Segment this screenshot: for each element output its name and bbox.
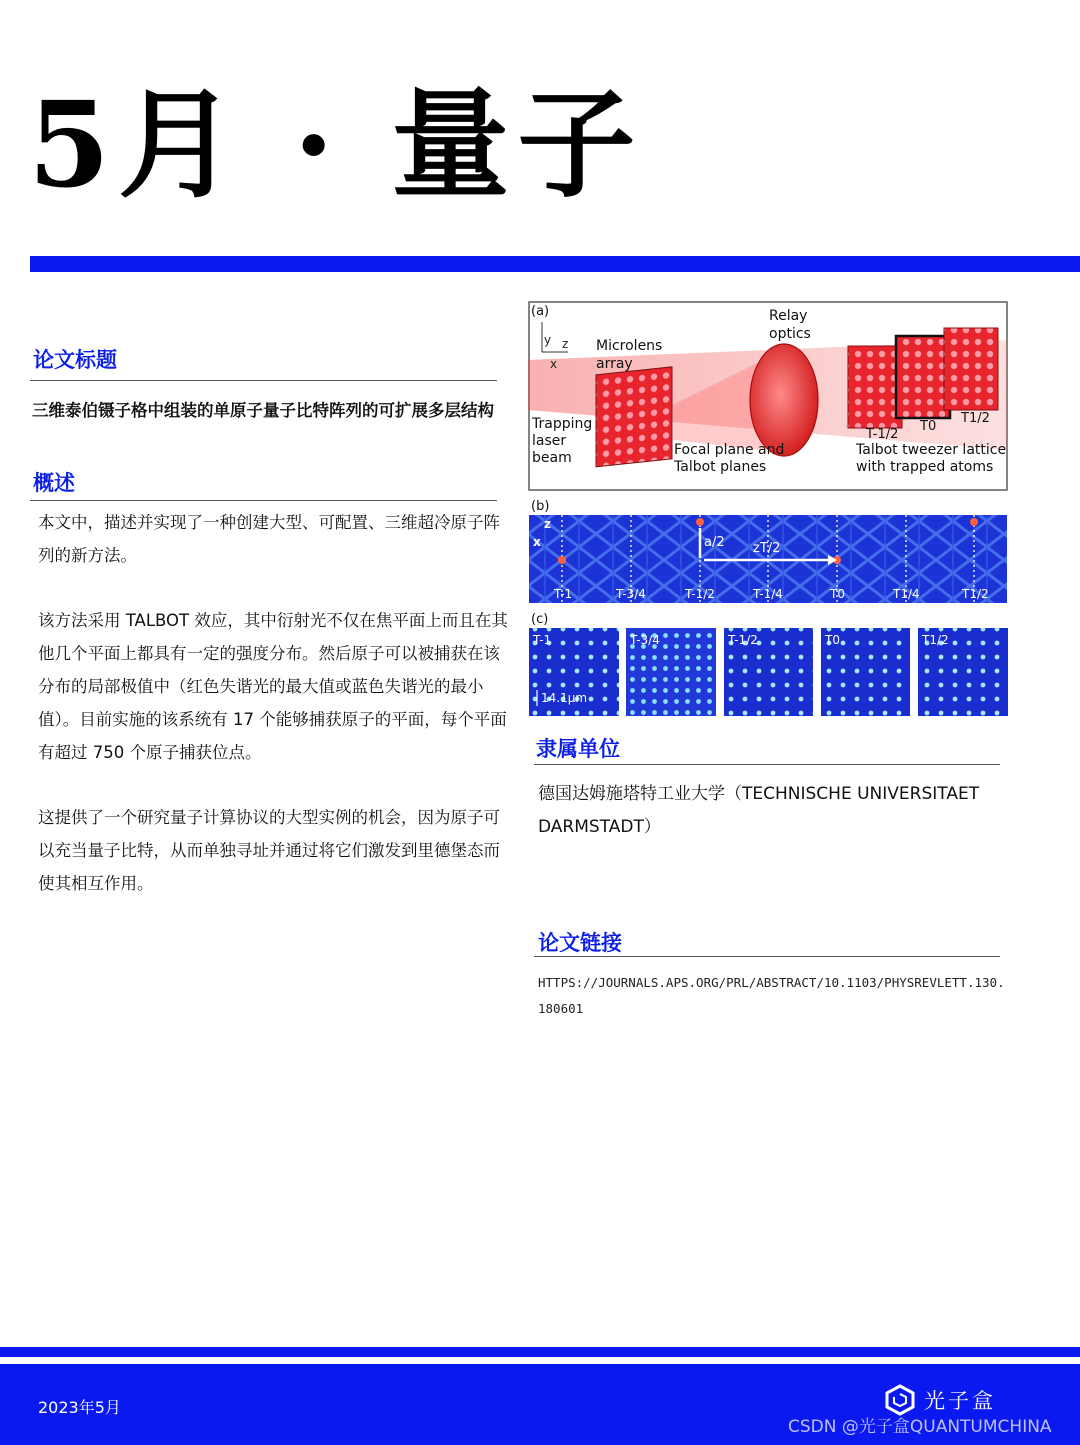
zt-half-label: zT/2: [753, 541, 781, 556]
paper-title-rule: [30, 380, 497, 381]
lattice-plane-zero: [896, 336, 950, 418]
relay-label-1: Relay: [769, 308, 808, 324]
c-panel-label: T-3/4: [630, 633, 660, 647]
panel-c-label: (c): [531, 612, 549, 627]
t-minus-half-label: T-1/2: [866, 427, 899, 442]
header-divider-bar: [30, 256, 1080, 272]
plane-label: T-1/4: [753, 587, 783, 601]
t-zero-label: T0: [920, 419, 937, 434]
affiliation-heading: 隶属单位: [536, 737, 620, 761]
t-half-label: T1/2: [961, 411, 990, 426]
trap-spot: [970, 518, 978, 526]
affiliation-text: 德国达姆施塔特工业大学（TECHNISCHE UNIVERSITAET DARMSTADT）: [538, 784, 980, 837]
microlens-label-2: array: [596, 356, 633, 372]
c-panel-label: T-1/2: [728, 633, 758, 647]
a-half-label: a/2: [704, 535, 725, 550]
scale-label: 14.1μm: [541, 691, 588, 705]
plane-label: T-1: [554, 587, 573, 601]
footer-divider-bar: [0, 1347, 1080, 1357]
page-title: 5月 · 量子: [28, 75, 644, 214]
c-panel-label: T-1: [533, 633, 552, 647]
lattice-label-1: Talbot tweezer lattice: [856, 442, 1007, 458]
affiliation-rule: [534, 764, 1000, 765]
plane-label: T1/4: [893, 587, 920, 601]
watermark: CSDN @光子盒QUANTUMCHINA: [788, 1417, 1052, 1437]
focal-label-1: Focal plane and: [674, 442, 785, 458]
lattice-plane-minus-half: [848, 346, 902, 428]
axis-z-label: z: [562, 337, 569, 351]
summary-paragraph: 这提供了一个研究量子计算协议的大型实例的机会，因为原子可以充当量子比特，从而单独寻址并通过将它们激发到里德堡态而使其相互作用。: [38, 808, 500, 893]
panel-a-label: (a): [531, 304, 550, 319]
trapping-label-1: Trapping: [532, 416, 593, 432]
trapping-label-2: laser: [532, 433, 567, 449]
paper-link[interactable]: HTTPS://JOURNALS.APS.ORG/PRL/ABSTRACT/10.1103/PHYSREVLETT.130.180601: [538, 975, 1005, 1016]
link-heading: 论文链接: [538, 931, 622, 955]
microlens-label-1: Microlens: [596, 338, 663, 354]
plane-label: T-1/2: [685, 587, 715, 601]
microlens-array: [596, 367, 672, 467]
trap-spot: [696, 518, 704, 526]
relay-label-2: optics: [769, 326, 811, 342]
summary-body: [38, 506, 516, 932]
axis-z-label-b: z: [544, 517, 551, 531]
c-panel-label: T0: [825, 633, 840, 647]
talbot-figure: [528, 300, 1010, 720]
trapping-label-3: beam: [532, 450, 572, 466]
summary-rule: [30, 500, 497, 501]
axis-y-label: y: [544, 333, 552, 347]
lattice-label-2: with trapped atoms: [856, 459, 994, 475]
focal-label-2: Talbot planes: [674, 459, 767, 475]
summary-heading: 概述: [33, 471, 75, 495]
summary-paragraph: 该方法采用 TALBOT 效应，其中衍射光不仅在焦平面上而且在其他几个平面上都具有一定的强度分布。然后原子可以被捕获在该分布的局部极值中（红色失谐光的最大值或蓝色失谐光的最小值）。目前实施的该系统有 17 个能够捕获原子的平面，每个平面有超过 750 个原子捕获位点。: [38, 611, 508, 762]
plane-label: T1/2: [962, 587, 989, 601]
c-panel-label: T1/2: [922, 633, 949, 647]
paper-title-text: 三维泰伯镊子格中组装的单原子量子比特阵列的可扩展多层结构: [32, 401, 494, 420]
logo-text: 光子盒: [924, 1389, 996, 1413]
paper-title-heading: 论文标题: [33, 348, 117, 372]
panel-b-label: (b): [531, 499, 550, 514]
lattice-plane-half: [944, 328, 998, 410]
trap-spot: [558, 556, 566, 564]
plane-label: T0: [830, 587, 845, 601]
link-rule: [534, 956, 1000, 957]
summary-paragraph: 本文中，描述并实现了一种创建大型、可配置、三维超冷原子阵列的新方法。: [38, 513, 500, 565]
relay-lens: [750, 344, 818, 456]
plane-label: T-3/4: [616, 587, 646, 601]
footer-date: 2023年5月: [38, 1398, 121, 1417]
axis-x-label-b: x: [533, 535, 541, 549]
axis-x-label: x: [550, 357, 558, 371]
